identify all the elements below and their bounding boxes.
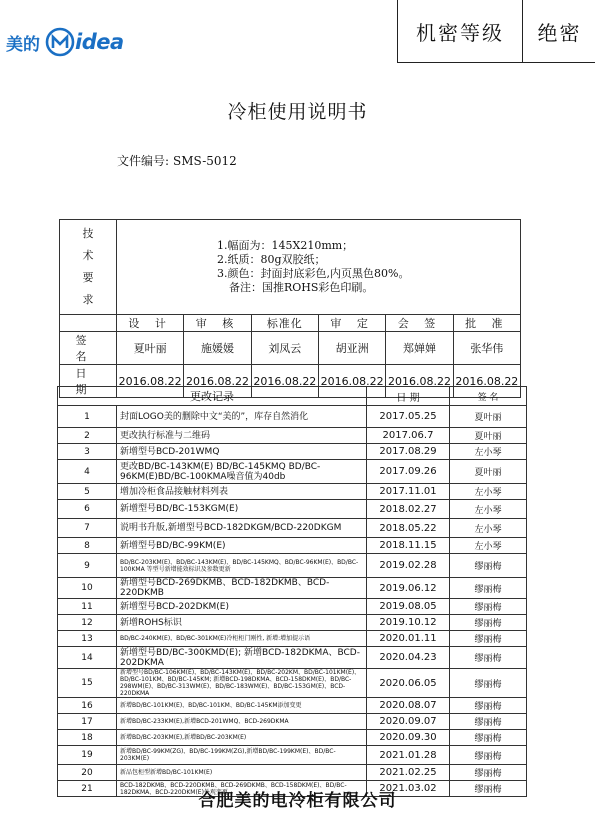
role-countersign: 会 签 xyxy=(386,315,453,332)
spec-label-char: 术 xyxy=(82,249,94,262)
change-row-content: 增加冷柜食品接触材料列表 xyxy=(117,484,367,500)
sign-label: 签 名 xyxy=(60,332,117,365)
change-row-number: 13 xyxy=(58,631,117,647)
company-logo xyxy=(6,22,124,62)
change-row xyxy=(58,714,527,730)
change-row xyxy=(58,500,527,519)
change-row-number: 15 xyxy=(58,669,117,698)
spec-label-char: 求 xyxy=(82,293,94,306)
change-row-content: 新增BD/BC-101KM(E)、BD/BC-101KM、BD/BC-145KM添加变更 xyxy=(117,698,367,714)
change-row-content: BD/BC-240KM(E)、BD/BC-301KM(E)冷柜柜门刚性, 新增:增加提示语 xyxy=(117,631,367,647)
change-row-signer: 夏叶丽 xyxy=(450,406,527,428)
change-row-signer: 左小琴 xyxy=(450,500,527,519)
change-row-date: 2021.03.02 xyxy=(367,781,450,797)
sign-date: 2016.08.22 xyxy=(386,365,453,398)
change-row-content: 新增型号BD/BC-99KM(E) xyxy=(117,538,367,554)
role-approve-final: 审 定 xyxy=(318,315,385,332)
change-row-number: 5 xyxy=(58,484,117,500)
logo-chinese-text: 美的 xyxy=(6,34,40,55)
change-row xyxy=(58,554,527,578)
change-row-content: 更改BD/BC-143KM(E) BD/BC-145KMQ BD/BC-96KM(E)BD/BC-100KMA噪音值为40db xyxy=(117,460,367,484)
change-row-date: 2018.02.27 xyxy=(367,500,450,519)
change-record-header: 更改记录 xyxy=(58,387,367,406)
change-row-content: 新增BD/BC-203KM(E),新增BD/BC-203KM(E) xyxy=(117,730,367,746)
change-row-signer: 夏叶丽 xyxy=(450,428,527,444)
change-row-content: BCD-182DKMB、BCD-220DKMB、BCD-269DKMB、BCD-158DKM(E)、BD/BC-182DKMA、BCD-220DKM(E)外观变更 xyxy=(117,781,367,797)
roles-row xyxy=(60,315,521,332)
change-row xyxy=(58,519,527,538)
change-row-content: 新增型号BD/BC-153KGM(E) xyxy=(117,500,367,519)
change-row xyxy=(58,460,527,484)
signer-name: 施媛媛 xyxy=(184,332,251,365)
change-row-date: 2021.01.28 xyxy=(367,746,450,765)
spec-line: 1.幅面为：145X210mm； xyxy=(217,239,354,252)
change-row-number: 2 xyxy=(58,428,117,444)
change-row-date: 2020.01.11 xyxy=(367,631,450,647)
change-row-content: 新增型号BCD-202DKM(E) xyxy=(117,599,367,615)
change-row-signer: 左小琴 xyxy=(450,444,527,460)
document-number-value: SMS-5012 xyxy=(173,154,237,168)
spec-label-char: 技 xyxy=(82,227,94,240)
change-row-number: 18 xyxy=(58,730,117,746)
change-row xyxy=(58,444,527,460)
change-row xyxy=(58,538,527,554)
change-row-signer: 缪丽梅 xyxy=(450,781,527,797)
change-row-date: 2020.09.30 xyxy=(367,730,450,746)
signer-name: 张华伟 xyxy=(453,332,520,365)
change-row-date: 2020.09.07 xyxy=(367,714,450,730)
change-row-number: 6 xyxy=(58,500,117,519)
change-row-content: 新增型号BCD-201WMQ xyxy=(117,444,367,460)
change-row-signer: 缪丽梅 xyxy=(450,730,527,746)
sign-date: 2016.08.22 xyxy=(251,365,318,398)
signer-name: 胡亚洲 xyxy=(318,332,385,365)
sign-date: 2016.08.22 xyxy=(318,365,385,398)
change-row-content: 新增型号BD/BC-106KM(E)、BD/BC-143KM(E)、BD/BC-202KM、BD/BC-101KM(E)、BD/BC-101KM、BD/BC-145KM; 新增BCD-198DKMA、BCD-158DKM(E)、BD/BC-298WM(E)、BD/BC-313WM(E)、BD/BC-183WM(E)、BD/BC-153GM(E)、BCD-220DKMA xyxy=(117,669,367,698)
spec-line: 备注：国推ROHS彩色印刷。 xyxy=(229,281,374,294)
change-row-signer: 缪丽梅 xyxy=(450,746,527,765)
company-name-footer: 合肥美的电冷柜有限公司 xyxy=(198,791,397,811)
change-row-number: 14 xyxy=(58,647,117,669)
classification-label: 机密等级 xyxy=(398,0,523,62)
change-row-signer: 缪丽梅 xyxy=(450,714,527,730)
change-row xyxy=(58,698,527,714)
change-row-content: 封面LOGO美的删除中文“美的”，库存自然消化 xyxy=(117,406,367,428)
change-rows xyxy=(58,406,527,797)
spec-requirements xyxy=(117,220,521,315)
change-row-date: 2020.08.07 xyxy=(367,698,450,714)
change-row-number: 17 xyxy=(58,714,117,730)
change-row-signer: 夏叶丽 xyxy=(450,460,527,484)
change-row-number: 3 xyxy=(58,444,117,460)
signer-name: 夏叶丽 xyxy=(117,332,184,365)
change-row-content: 新增BD/BC-233KM(E),新增BCD-201WMQ、BCD-269DKMA xyxy=(117,714,367,730)
change-row-content: BD/BC-203KM(E)、BD/BC-143KM(E)、BD/BC-145KMQ、BD/BC-96KM(E)、BD/BC-100KMA 等型号新增能效标识及参数更新 xyxy=(117,554,367,578)
document-number xyxy=(117,152,237,169)
change-row-signer: 左小琴 xyxy=(450,484,527,500)
change-row-signer: 左小琴 xyxy=(450,538,527,554)
document-title: 冷柜使用说明书 xyxy=(227,101,368,123)
change-row-signer: 缪丽梅 xyxy=(450,578,527,599)
signers-row xyxy=(60,332,521,365)
change-row-date: 2020.04.23 xyxy=(367,647,450,669)
classification-value: 绝密 xyxy=(537,20,582,45)
change-row-content: 新增BD/BC-99KM(ZG)、BD/BC-199KM(ZG),新增BD/BC-199KM(E)、BD/BC-203KM(E) xyxy=(117,746,367,765)
change-row-date: 2019.02.28 xyxy=(367,554,450,578)
change-row-date: 2018.11.15 xyxy=(367,538,450,554)
change-row xyxy=(58,647,527,669)
change-row-number: 4 xyxy=(58,460,117,484)
change-row-date: 2017.09.26 xyxy=(367,460,450,484)
logo-english-text: idea xyxy=(75,30,124,54)
change-row-signer: 缪丽梅 xyxy=(450,554,527,578)
change-row-date: 2020.06.05 xyxy=(367,669,450,698)
midea-logo-icon xyxy=(45,27,75,57)
change-row xyxy=(58,730,527,746)
change-row-date: 2017.06.7 xyxy=(367,428,450,444)
change-row-number: 19 xyxy=(58,746,117,765)
change-row xyxy=(58,578,527,599)
change-row xyxy=(58,746,527,765)
change-row-content: 新增型号BD/BC-300KMD(E); 新增BCD-182DKMA、BCD-202DKMA xyxy=(117,647,367,669)
date-label: 日 期 xyxy=(60,365,117,398)
change-record-table xyxy=(57,386,527,797)
change-row xyxy=(58,484,527,500)
change-row-date: 2017.11.01 xyxy=(367,484,450,500)
spec-line: 3.颜色：封面封底彩色,内页黑色80%。 xyxy=(217,267,410,280)
change-row-number: 11 xyxy=(58,599,117,615)
change-row-signer: 缪丽梅 xyxy=(450,698,527,714)
spec-line: 2.纸质：80g双胶纸； xyxy=(217,253,326,266)
change-row xyxy=(58,615,527,631)
change-row-date: 2021.02.25 xyxy=(367,765,450,781)
role-review: 审 核 xyxy=(184,315,251,332)
change-row-number: 16 xyxy=(58,698,117,714)
change-row-signer: 缪丽梅 xyxy=(450,765,527,781)
change-row-signer: 缪丽梅 xyxy=(450,615,527,631)
sign-date: 2016.08.22 xyxy=(184,365,251,398)
sign-date: 2016.08.22 xyxy=(117,365,184,398)
change-row-signer: 缪丽梅 xyxy=(450,599,527,615)
change-row-number: 21 xyxy=(58,781,117,797)
change-row-date: 2018.05.22 xyxy=(367,519,450,538)
classification-box xyxy=(397,0,595,63)
signer-name: 刘凤云 xyxy=(251,332,318,365)
change-sign-header: 签 名 xyxy=(450,387,527,406)
change-row-date: 2017.05.25 xyxy=(367,406,450,428)
change-row-content: 更改执行标准与二维码 xyxy=(117,428,367,444)
change-row-date: 2017.08.29 xyxy=(367,444,450,460)
spec-label-char: 要 xyxy=(82,271,94,284)
change-row-number: 8 xyxy=(58,538,117,554)
spec-approval-table xyxy=(59,219,521,398)
sign-date: 2016.08.22 xyxy=(453,365,520,398)
change-date-header: 日 期 xyxy=(367,387,450,406)
role-design: 设 计 xyxy=(117,315,184,332)
change-row-signer: 缪丽梅 xyxy=(450,647,527,669)
change-row-number: 10 xyxy=(58,578,117,599)
change-row xyxy=(58,631,527,647)
change-row-number: 9 xyxy=(58,554,117,578)
spec-label-cell xyxy=(60,220,117,315)
change-row-number: 20 xyxy=(58,765,117,781)
roles-corner xyxy=(60,315,117,332)
change-row-content: 新增型号BCD-269DKMB、BCD-182DKMB、BCD-220DKMB xyxy=(117,578,367,599)
change-header-row xyxy=(58,387,527,406)
change-row xyxy=(58,406,527,428)
change-row xyxy=(58,669,527,698)
change-row-date: 2019.10.12 xyxy=(367,615,450,631)
change-row-signer: 左小琴 xyxy=(450,519,527,538)
role-standardize: 标准化 xyxy=(251,315,318,332)
change-row-signer: 缪丽梅 xyxy=(450,631,527,647)
change-row-number: 7 xyxy=(58,519,117,538)
change-row-number: 12 xyxy=(58,615,117,631)
change-row-signer: 缪丽梅 xyxy=(450,669,527,698)
document-number-label: 文件编号: xyxy=(117,154,170,168)
change-row xyxy=(58,765,527,781)
change-row-date: 2019.08.05 xyxy=(367,599,450,615)
change-row-date: 2019.06.12 xyxy=(367,578,450,599)
change-row-content: 新增ROHS标识 xyxy=(117,615,367,631)
change-row-content: 新品包柜型新增BD/BC-101KM(E) xyxy=(117,765,367,781)
role-ratify: 批 准 xyxy=(453,315,520,332)
change-row-number: 1 xyxy=(58,406,117,428)
signer-name: 郑婵婵 xyxy=(386,332,453,365)
change-row xyxy=(58,428,527,444)
change-row xyxy=(58,599,527,615)
change-row-content: 说明书升版,新增型号BCD-182DKGM/BCD-220DKGM xyxy=(117,519,367,538)
